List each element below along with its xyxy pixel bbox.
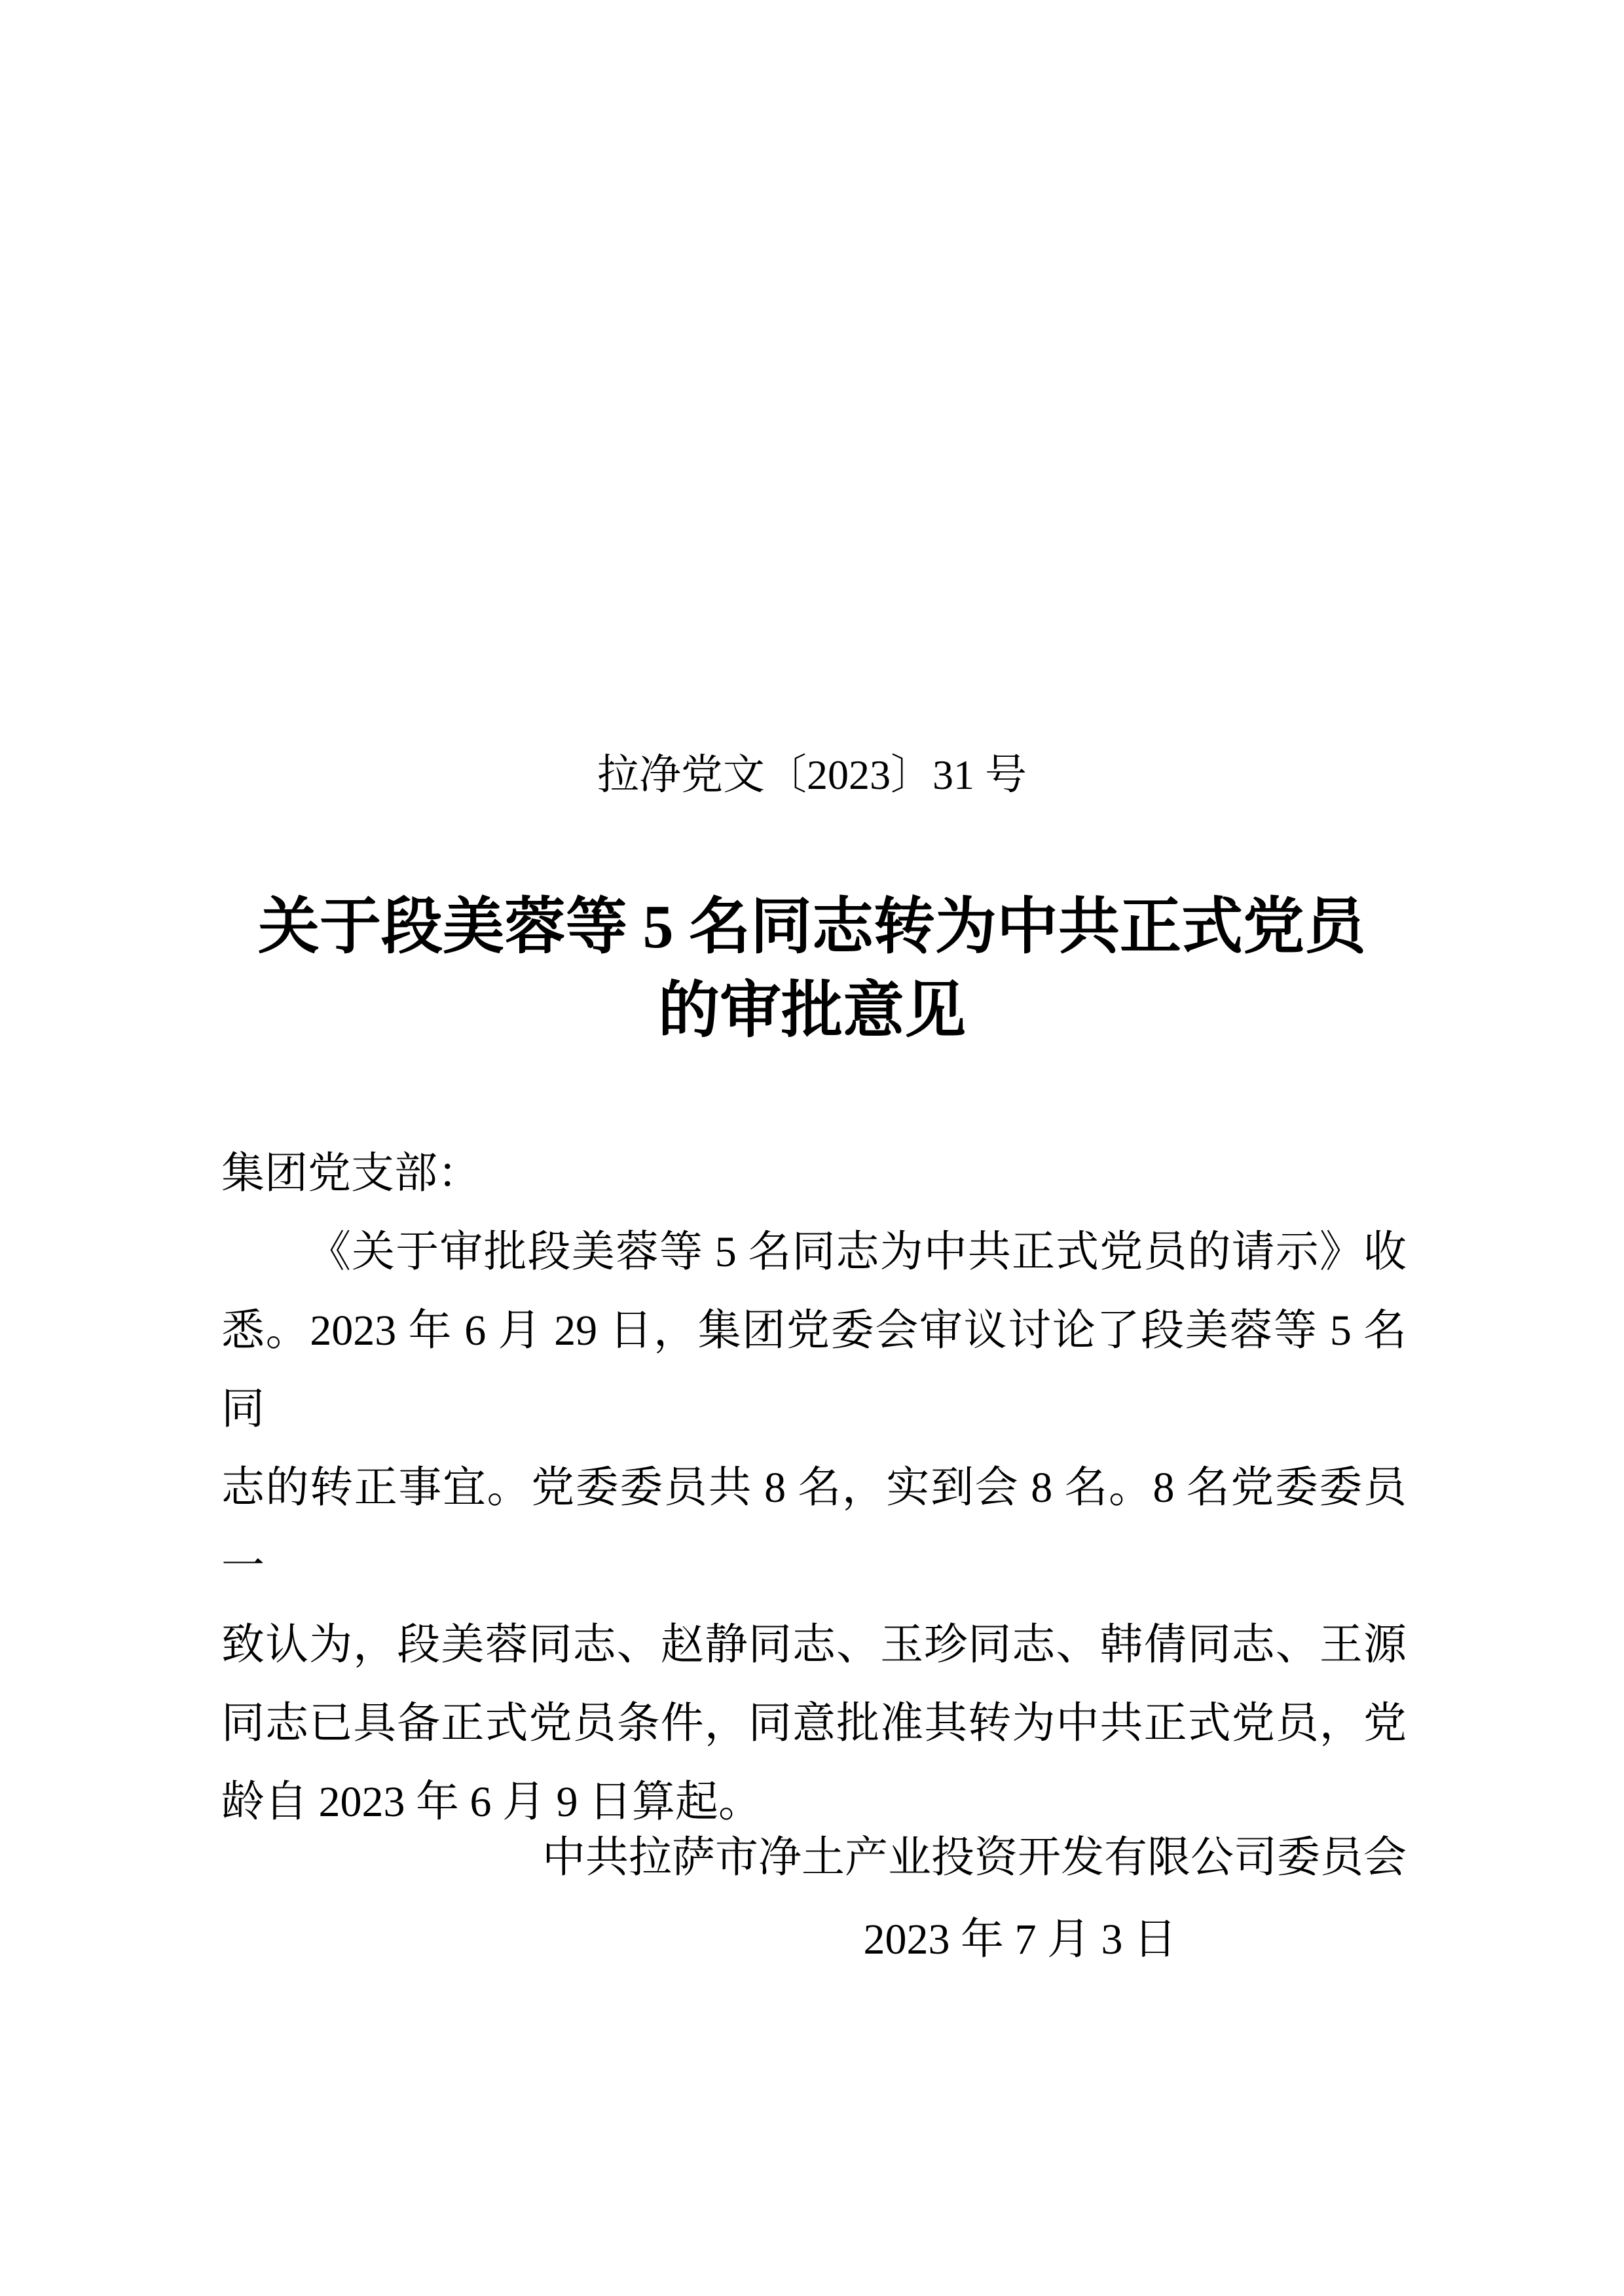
signature-date: 2023 年 7 月 3 日 [863, 1916, 1177, 1963]
document-title-line-2: 的审批意见 [657, 977, 966, 1045]
document-title [0, 885, 1624, 1053]
signature-organization: 中共拉萨市净土产业投资开发有限公司委员会 [542, 1834, 1407, 1882]
body-line: 悉。2023 年 6 月 29 日，集团党委会审议讨论了段美蓉等 5 名同 [221, 1307, 1407, 1433]
document-body [221, 1135, 1407, 1842]
salutation: 集团党支部： [221, 1150, 481, 1197]
body-line: 《关于审批段美蓉等 5 名同志为中共正式党员的请示》收 [308, 1228, 1407, 1276]
body-line: 志的转正事宜。党委委员共 8 名，实到会 8 名。8 名党委委员一 [221, 1464, 1407, 1590]
document-title-line-1: 关于段美蓉等 5 名同志转为中共正式党员 [257, 893, 1366, 961]
body-line: 龄自 2023 年 6 月 9 日算起。 [221, 1778, 762, 1826]
document-number: 拉净党文〔2023〕31 号 [597, 752, 1027, 798]
body-line: 同志已具备正式党员条件，同意批准其转为中共正式党员，党 [221, 1700, 1407, 1747]
body-line: 致认为，段美蓉同志、赵静同志、玉珍同志、韩倩同志、王源 [221, 1621, 1407, 1669]
